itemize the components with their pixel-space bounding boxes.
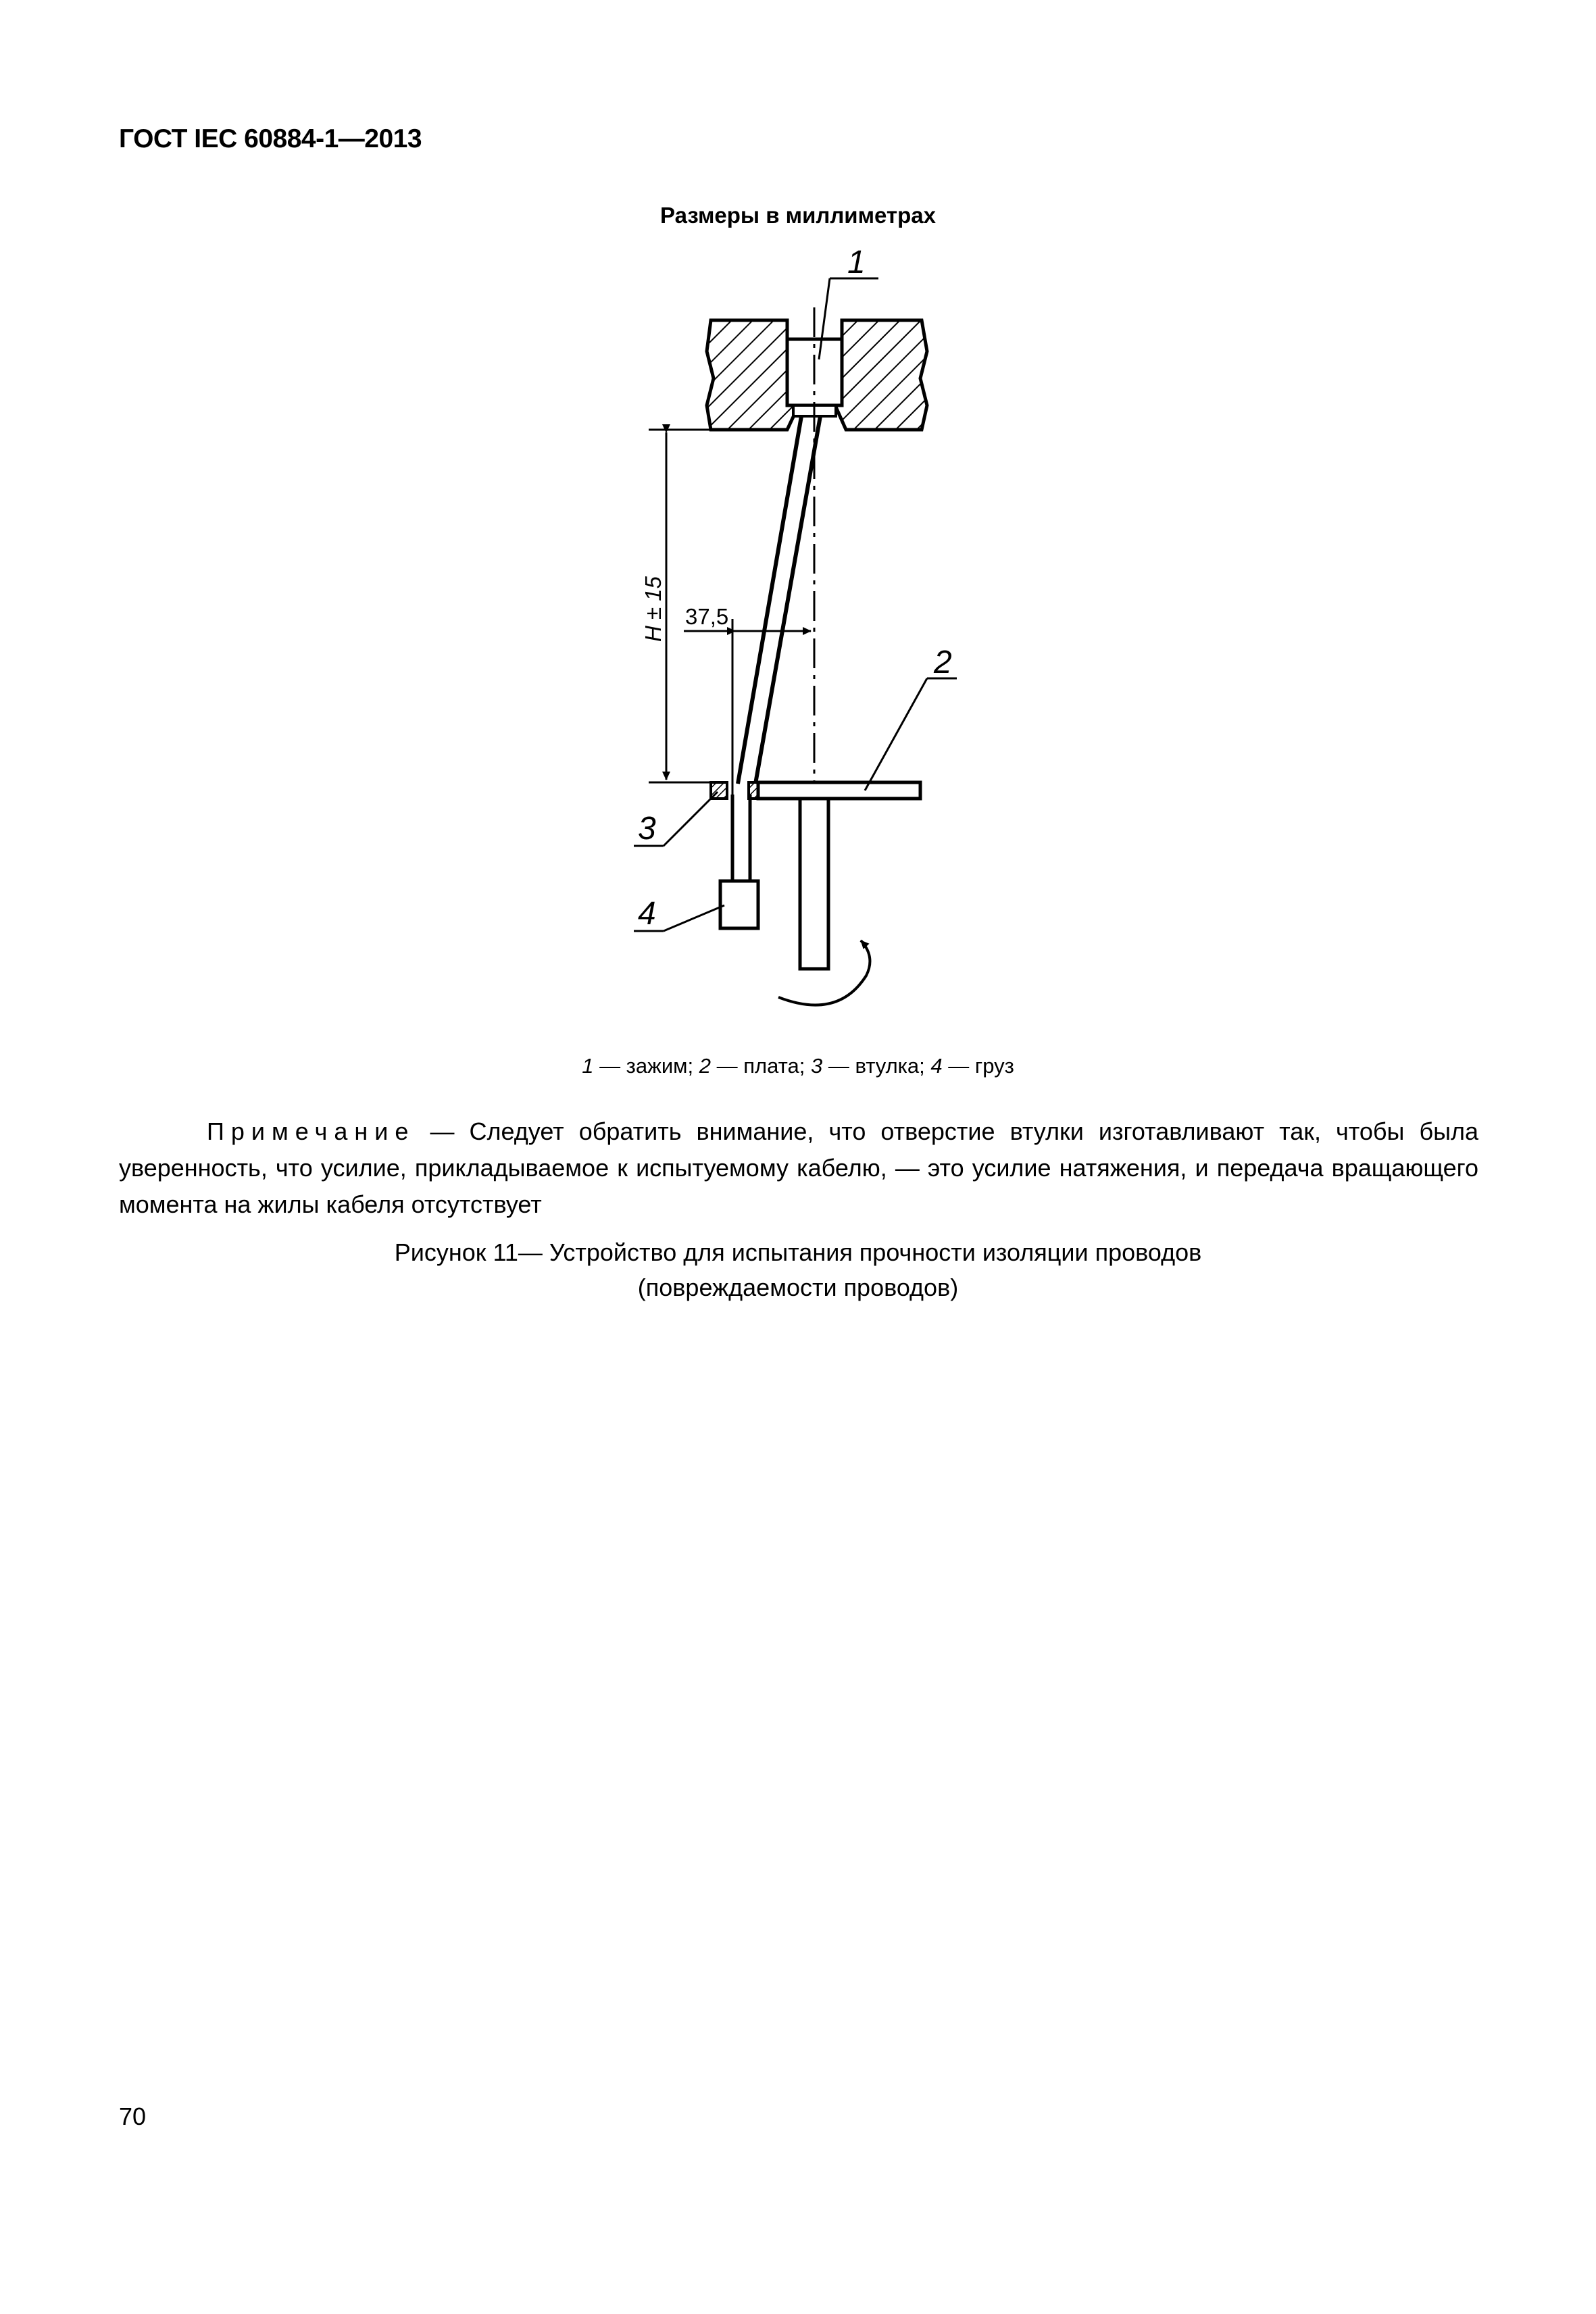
- height-dimension-label: H ± 15: [641, 576, 666, 642]
- legend-text-4: — груз: [942, 1054, 1014, 1078]
- test-apparatus-drawing: [0, 0, 1596, 1040]
- note-paragraph: [119, 1113, 1478, 1223]
- document-header: ГОСТ IEC 60884-1—2013: [119, 124, 422, 153]
- callout-3: [634, 792, 718, 847]
- legend-text-2: — плата;: [710, 1054, 811, 1078]
- page-number: 70: [119, 2103, 147, 2130]
- cable-hanging: [732, 795, 750, 881]
- legend-number-2: 2: [699, 1054, 711, 1078]
- note-prefix: Примечание: [207, 1117, 416, 1145]
- weight: [720, 881, 758, 928]
- legend-number-4: 4: [930, 1054, 943, 1078]
- callout-2-label: 2: [934, 645, 952, 680]
- plate: [758, 782, 920, 799]
- callout-2: [865, 645, 957, 790]
- offset-dimension: [684, 604, 811, 795]
- callout-3-label: 3: [638, 811, 656, 847]
- legend-number-3: 3: [810, 1054, 823, 1078]
- callout-1-label: 1: [847, 245, 866, 280]
- offset-dimension-label: 37,5: [685, 604, 729, 629]
- dimensions-note: Размеры в миллиметрах: [660, 203, 936, 228]
- figure-legend: [0, 1054, 1596, 1078]
- legend-text-3: — втулка;: [822, 1054, 931, 1078]
- legend-number-1: 1: [582, 1054, 594, 1078]
- figure-caption-line-1: Рисунок 11— Устройство для испытания прочности изоляции проводов: [394, 1238, 1202, 1266]
- legend-text-1: — зажим;: [593, 1054, 699, 1078]
- clamp-block: [707, 320, 927, 430]
- callout-4-label: 4: [638, 896, 656, 932]
- cable: [738, 416, 820, 784]
- figure-caption: [0, 1235, 1596, 1305]
- note-text: — Следует обратить внимание, что отверстие втулки изготавливают так, чтобы была уверенность, что усилие, прикладываемое к испытуемому кабелю, — это усилие натяжения, и передача вращающего момента на жилы кабеля отсутствует: [119, 1117, 1478, 1218]
- callout-4: [634, 896, 724, 932]
- shaft: [800, 799, 828, 969]
- figure-caption-line-2: (повреждаемости проводов): [637, 1274, 959, 1301]
